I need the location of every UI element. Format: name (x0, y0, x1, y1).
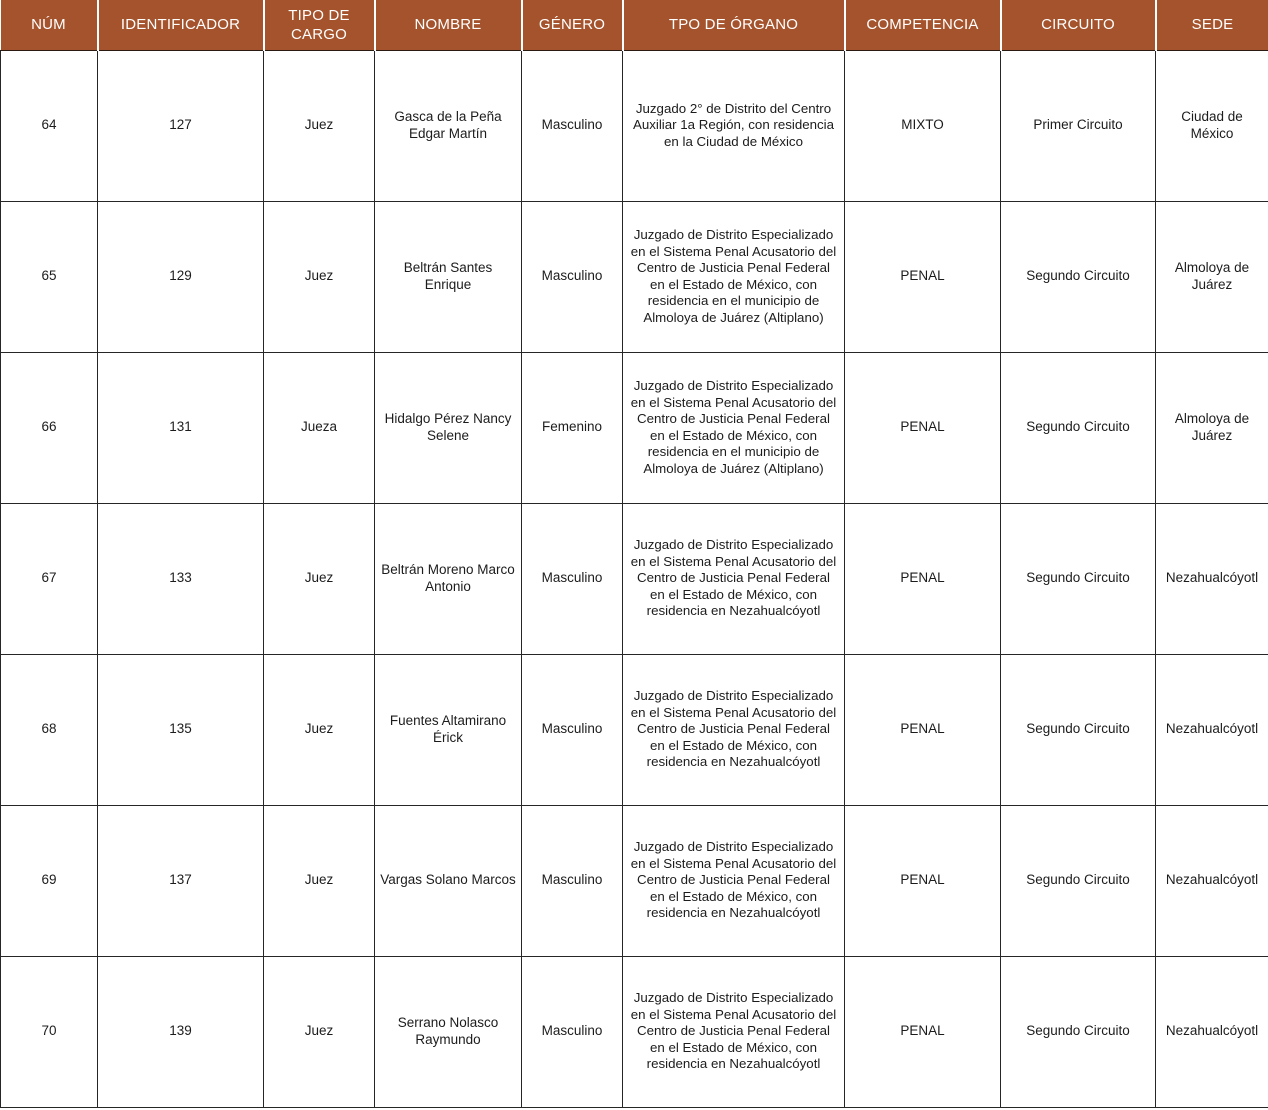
cell-competencia: PENAL (845, 805, 1001, 956)
cell-id: 127 (98, 50, 264, 201)
header-genero: GÉNERO (522, 0, 623, 50)
cell-competencia: PENAL (845, 956, 1001, 1107)
cell-genero: Masculino (522, 956, 623, 1107)
table-row (1, 352, 1268, 503)
cell-organo: Juzgado de Distrito Especializado en el Sistema Penal Acusatorio del Centro de Justicia Penal Federal en el Estado de México, con residencia en el municipio de Almoloya de Juárez (Altiplano) (623, 201, 845, 352)
cell-sede: Almoloya de Juárez (1156, 201, 1268, 352)
header-sede: SEDE (1156, 0, 1268, 50)
cell-cargo: Juez (264, 654, 375, 805)
table-body (1, 50, 1268, 1107)
cell-circuito: Segundo Circuito (1001, 654, 1156, 805)
cell-competencia: MIXTO (845, 50, 1001, 201)
cell-num: 68 (1, 654, 98, 805)
cell-cargo: Juez (264, 503, 375, 654)
header-tipo-de-cargo: TIPO DE CARGO (264, 0, 375, 50)
cell-sede: Nezahualcóyotl (1156, 654, 1268, 805)
cell-nombre: Serrano Nolasco Raymundo (375, 956, 522, 1107)
cell-organo: Juzgado de Distrito Especializado en el Sistema Penal Acusatorio del Centro de Justicia Penal Federal en el Estado de México, con residencia en el municipio de Almoloya de Juárez (Altiplano) (623, 352, 845, 503)
cell-cargo: Juez (264, 956, 375, 1107)
cell-genero: Masculino (522, 201, 623, 352)
cell-genero: Masculino (522, 654, 623, 805)
header-num: NÚM (1, 0, 98, 50)
cell-sede: Ciudad de México (1156, 50, 1268, 201)
cell-cargo: Juez (264, 201, 375, 352)
cell-genero: Masculino (522, 503, 623, 654)
cell-id: 133 (98, 503, 264, 654)
cell-sede: Nezahualcóyotl (1156, 956, 1268, 1107)
table-row (1, 503, 1268, 654)
cell-competencia: PENAL (845, 654, 1001, 805)
cell-num: 70 (1, 956, 98, 1107)
cell-circuito: Segundo Circuito (1001, 805, 1156, 956)
cell-sede: Nezahualcóyotl (1156, 503, 1268, 654)
table-row (1, 201, 1268, 352)
cell-nombre: Beltrán Moreno Marco Antonio (375, 503, 522, 654)
cell-num: 65 (1, 201, 98, 352)
cell-id: 137 (98, 805, 264, 956)
cell-organo: Juzgado 2° de Distrito del Centro Auxiliar 1a Región, con residencia en la Ciudad de México (623, 50, 845, 201)
cell-organo: Juzgado de Distrito Especializado en el Sistema Penal Acusatorio del Centro de Justicia Penal Federal en el Estado de México, con residencia en Nezahualcóyotl (623, 956, 845, 1107)
header-circuito: CIRCUITO (1001, 0, 1156, 50)
header-tipo-de-organo: TPO DE ÓRGANO (623, 0, 845, 50)
cell-circuito: Segundo Circuito (1001, 956, 1156, 1107)
cell-organo: Juzgado de Distrito Especializado en el Sistema Penal Acusatorio del Centro de Justicia Penal Federal en el Estado de México, con residencia en Nezahualcóyotl (623, 503, 845, 654)
cell-nombre: Vargas Solano Marcos (375, 805, 522, 956)
cell-competencia: PENAL (845, 352, 1001, 503)
cell-genero: Masculino (522, 50, 623, 201)
cell-organo: Juzgado de Distrito Especializado en el Sistema Penal Acusatorio del Centro de Justicia Penal Federal en el Estado de México, con residencia en Nezahualcóyotl (623, 805, 845, 956)
cell-competencia: PENAL (845, 503, 1001, 654)
table-header (1, 0, 1268, 50)
cell-id: 131 (98, 352, 264, 503)
cell-circuito: Segundo Circuito (1001, 201, 1156, 352)
cell-num: 69 (1, 805, 98, 956)
cell-nombre: Hidalgo Pérez Nancy Selene (375, 352, 522, 503)
header-row (1, 0, 1268, 50)
cell-num: 66 (1, 352, 98, 503)
cell-id: 129 (98, 201, 264, 352)
cell-circuito: Segundo Circuito (1001, 352, 1156, 503)
cell-nombre: Beltrán Santes Enrique (375, 201, 522, 352)
cell-circuito: Primer Circuito (1001, 50, 1156, 201)
header-competencia: COMPETENCIA (845, 0, 1001, 50)
cell-num: 64 (1, 50, 98, 201)
header-nombre: NOMBRE (375, 0, 522, 50)
table-row (1, 654, 1268, 805)
cell-id: 139 (98, 956, 264, 1107)
cell-nombre: Gasca de la Peña Edgar Martín (375, 50, 522, 201)
cell-cargo: Juez (264, 50, 375, 201)
table-row (1, 805, 1268, 956)
table-row (1, 956, 1268, 1107)
cell-genero: Femenino (522, 352, 623, 503)
cell-sede: Nezahualcóyotl (1156, 805, 1268, 956)
cell-num: 67 (1, 503, 98, 654)
table-row (1, 50, 1268, 201)
cell-cargo: Jueza (264, 352, 375, 503)
cell-organo: Juzgado de Distrito Especializado en el Sistema Penal Acusatorio del Centro de Justicia Penal Federal en el Estado de México, con residencia en Nezahualcóyotl (623, 654, 845, 805)
cell-cargo: Juez (264, 805, 375, 956)
header-identificador: IDENTIFICADOR (98, 0, 264, 50)
cell-circuito: Segundo Circuito (1001, 503, 1156, 654)
cell-id: 135 (98, 654, 264, 805)
cell-sede: Almoloya de Juárez (1156, 352, 1268, 503)
cell-genero: Masculino (522, 805, 623, 956)
cell-competencia: PENAL (845, 201, 1001, 352)
cell-nombre: Fuentes Altamirano Érick (375, 654, 522, 805)
